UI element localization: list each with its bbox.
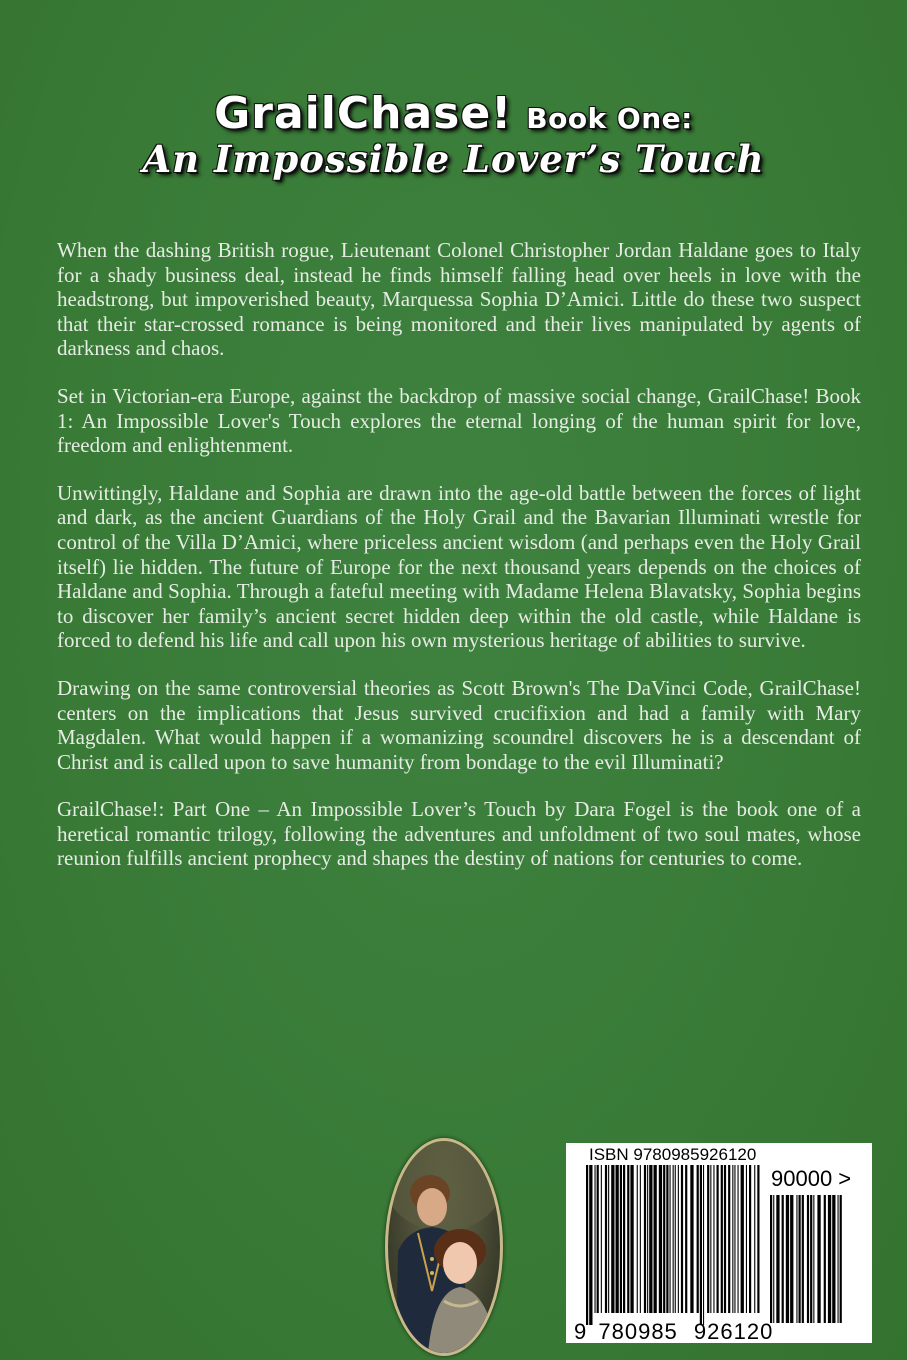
price-code: 90000 > — [771, 1166, 852, 1191]
barcode-bar — [700, 1165, 702, 1325]
barcode-bar — [620, 1165, 622, 1313]
barcode-bar — [810, 1195, 812, 1323]
barcode-digit-prefix: 9 — [574, 1319, 587, 1344]
barcode-bar — [824, 1195, 826, 1323]
barcode-bar — [746, 1165, 747, 1313]
barcode-bar — [786, 1195, 789, 1323]
blurb-paragraph: Set in Victorian-era Europe, against the backdrop of massive social change, GrailChase! Book 1: An Impossible Lover's Touch explores the eternal longing of the human spirit for love, freedom and enlightenment. — [57, 383, 861, 458]
barcode-bar — [611, 1165, 614, 1313]
barcode-bar — [840, 1195, 842, 1323]
addon-barcode-icon — [770, 1195, 860, 1339]
barcode-bar — [586, 1165, 588, 1325]
portrait-illustration — [388, 1141, 500, 1353]
barcode-bar — [659, 1165, 662, 1313]
barcode-digits — [574, 1319, 804, 1345]
barcode-bar — [616, 1165, 619, 1313]
blurb-paragraph: Drawing on the same controversial theories as Scott Brown's The DaVinci Code, GrailChase! centers on the implications that Jesus survived crucifixion and had a family with Mary Magdalen. What would happen if a womanizing scoundrel discovers he is a descendant of Christ and is called upon to save humanity from bondage to the evil Illuminati? — [57, 675, 861, 774]
barcode-bar — [710, 1165, 711, 1313]
book-subtitle: An Impossible Lover’s Touch — [142, 137, 765, 181]
blurb-paragraph: GrailChase!: Part One – An Impossible Lover’s Touch by Dara Fogel is the book one of a heretical romantic trilogy, following the adventures and unfoldment of two soul mates, whose reunion fulfills ancient prophecy and shapes the destiny of nations for centuries to come. — [57, 797, 861, 871]
barcode-bar — [605, 1165, 607, 1313]
blurb-paragraph: Unwittingly, Haldane and Sophia are drawn into the age-old battle between the forces of light and dark, as the ancient Guardians of the Holy Grail and the Bavarian Illuminati wrestle for control of the Villa D’Amici, where priceless ancient wisdom (and perhaps even the Holy Grail itself) lie hidden. The future of Europe for the next thousand years depends on the choices of Haldane and Sophia. Through a fateful meeting with Madame Helena Blavatsky, Sophia begins to discover her family’s ancient secret hidden deep within the old castle, while Haldane is forced to defend his life and call upon his own mysterious heritage of abilities to survive. — [57, 480, 861, 653]
barcode-bar — [670, 1165, 671, 1313]
barcode-bar — [681, 1165, 683, 1313]
barcode-bar — [724, 1165, 726, 1313]
book-number: Book One: — [526, 102, 693, 135]
barcode-bar — [654, 1165, 657, 1313]
barcode-bar — [817, 1195, 820, 1323]
book-series-title: GrailChase! — [214, 88, 513, 139]
barcode-bar — [647, 1165, 648, 1313]
barcode-bar — [608, 1165, 609, 1313]
barcode-bar — [728, 1165, 730, 1313]
barcode-bar — [675, 1165, 676, 1313]
barcode-bar — [734, 1165, 735, 1313]
barcode-bar — [802, 1195, 804, 1323]
barcode-bar — [790, 1195, 793, 1323]
blurb-paragraph: When the dashing British rogue, Lieutenant Colonel Christopher Jordan Haldane goes to Italy for a shady business deal, instead he finds himself falling head over heels in love with the headstrong, but impoverished beauty, Marquessa Sophia D’Amici. Little do these two suspect that their star-crossed romance is being monitored and their lives manipulated by agents of darkness and chaos. — [57, 238, 861, 361]
barcode-bar — [713, 1165, 714, 1313]
barcode-bar — [666, 1165, 668, 1313]
barcode-bar — [773, 1195, 774, 1323]
barcode-bar — [623, 1165, 625, 1313]
barcode-bar — [589, 1165, 592, 1325]
barcode-bar — [601, 1165, 602, 1313]
barcode-bar — [776, 1195, 779, 1323]
barcode-bar — [630, 1165, 633, 1313]
barcode-bar — [649, 1165, 652, 1313]
barcode-bar — [838, 1195, 839, 1323]
barcode-bar — [595, 1165, 596, 1313]
barcode-digit-group-1: 780985 — [598, 1319, 678, 1344]
barcode-bar — [757, 1165, 759, 1313]
barcode-bar — [697, 1165, 699, 1313]
barcode-bar — [721, 1165, 723, 1313]
barcode-bar — [640, 1165, 641, 1313]
couple-portrait-icon — [385, 1138, 503, 1356]
barcode-bar — [754, 1165, 755, 1313]
barcode-bar — [597, 1165, 599, 1313]
barcode-bar — [782, 1195, 784, 1323]
barcode-bar — [732, 1165, 733, 1313]
barcode-bar — [644, 1165, 646, 1313]
barcode-bar — [685, 1165, 687, 1313]
barcode-bar — [807, 1195, 809, 1323]
barcode-bar — [832, 1195, 835, 1323]
barcode-bar — [690, 1165, 693, 1313]
isbn-barcode — [566, 1143, 872, 1343]
barcode-bar — [741, 1165, 744, 1313]
barcode-bar — [828, 1195, 831, 1323]
barcode-bar — [799, 1195, 801, 1323]
blurb — [57, 238, 861, 894]
isbn-label: ISBN 9780985926120 — [589, 1145, 757, 1164]
barcode-bar — [813, 1195, 814, 1323]
barcode-bar — [717, 1165, 719, 1313]
barcode-bar — [707, 1165, 709, 1313]
barcode-bar — [703, 1165, 704, 1325]
barcode-bar — [749, 1165, 751, 1313]
title-line — [0, 88, 907, 139]
barcode-bar — [738, 1165, 739, 1313]
title-block — [0, 88, 907, 181]
barcode-bar — [637, 1165, 638, 1313]
barcode-bar — [796, 1195, 797, 1323]
barcode-bar — [770, 1195, 772, 1323]
barcode-bar — [678, 1165, 679, 1313]
ean13-barcode-icon — [586, 1165, 762, 1327]
barcode-bar — [673, 1165, 674, 1313]
barcode-digit-group-2: 926120 — [693, 1319, 774, 1344]
barcode-bar — [627, 1165, 629, 1313]
barcode-bar — [663, 1165, 665, 1313]
